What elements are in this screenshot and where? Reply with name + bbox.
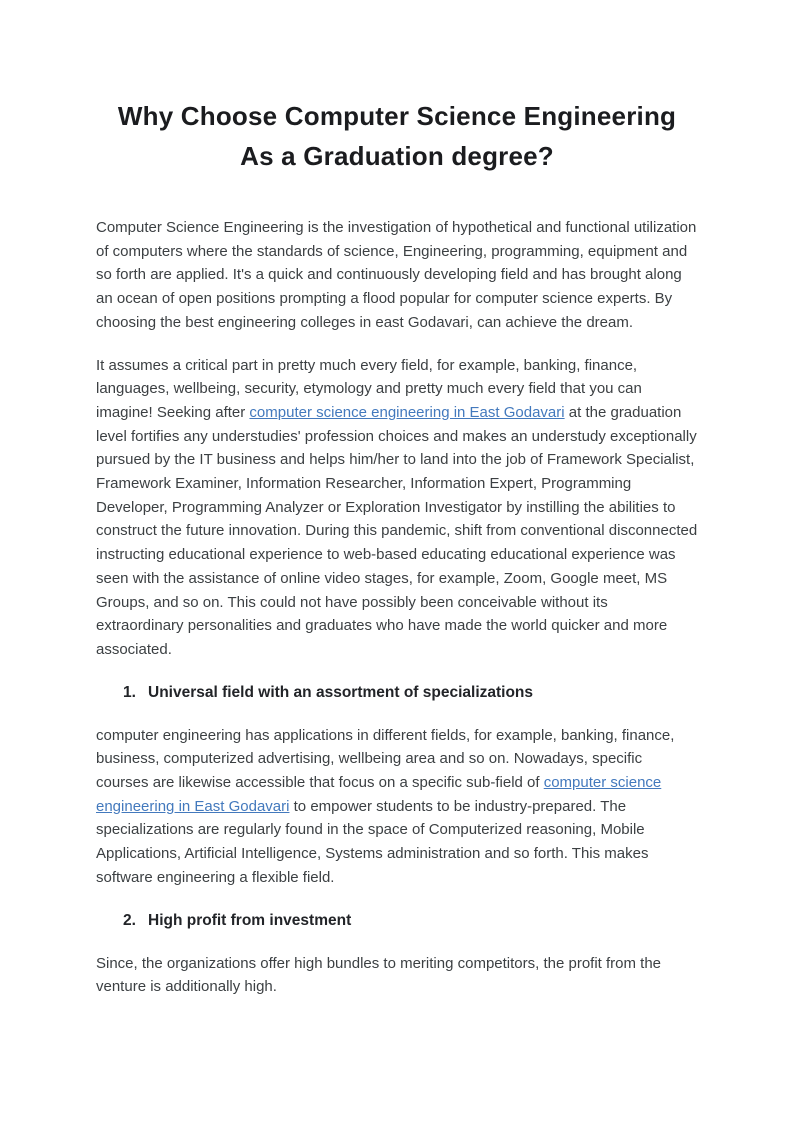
paragraph xyxy=(96,354,698,662)
text-run: at the graduation level fortifies any understudies' profession choices and makes an understudy exceptionally pursued by the IT business and helps him/her to land into the job of Framework Specialist, Framework Examiner, Information Researcher, Information Expert, Programming Developer, Programming Analyzer or Exploration Investigator by instilling the abilities to construct the future innovation. During this pandemic, shift from conventional disconnected instructing educational experience to web-based educating educational experience was seen with the assistance of online video stages, for example, Zoom, Google meet, MS Groups, and so on. This could not have possibly been conceivable without its extraordinary personalities and graduates who have made the world quicker and more associated. xyxy=(96,403,698,658)
heading-text: Universal field with an assortment of specializations xyxy=(148,683,534,701)
inline-link[interactable]: computer science engineering in East Godavari xyxy=(249,403,565,421)
document-title-line2: As a Graduation degree? xyxy=(240,141,554,171)
numbered-heading xyxy=(96,681,698,705)
text-run: Since, the organizations offer high bundles to meriting competitors, the profit from the venture is additionally high. xyxy=(96,954,662,996)
paragraph xyxy=(96,216,698,335)
numbered-heading xyxy=(96,909,698,933)
heading-number: 2. xyxy=(123,911,136,929)
text-run: to empower students to be industry-prepared. The specializations are regularly found in the space of Computerized reasoning, Mobile Applications, Artificial Intelligence, Systems administration and so forth. This makes software engineering a flexible field. xyxy=(96,797,649,886)
paragraph xyxy=(96,952,698,999)
heading-text: High profit from investment xyxy=(148,911,352,929)
text-run: computer engineering has applications in different fields, for example, banking, finance, business, computerized advertising, wellbeing area and so on. Nowadays, specific courses are likewise accessible that focus on a specific sub-field of xyxy=(96,726,675,792)
text-run: Computer Science Engineering is the investigation of hypothetical and functional utilization of computers where the standards of science, Engineering, programming, equipment and so forth are applied. It's a quick and continuously developing field and has brought along an ocean of open positions prompting a flood popular for computer science experts. By choosing the best engineering colleges in east Godavari, can achieve the dream. xyxy=(96,219,697,331)
heading-number: 1. xyxy=(123,683,136,701)
text-run: It assumes a critical part in pretty much every field, for example, banking, finance, languages, wellbeing, security, etymology and pretty much every field that you can imagine! Seeking after xyxy=(96,356,642,421)
inline-link[interactable]: computer science engineering in East Godavari xyxy=(96,774,662,815)
document-title-line1: Why Choose Computer Science Engineering xyxy=(117,101,677,131)
paragraph xyxy=(96,724,698,890)
document-title xyxy=(96,96,698,176)
document-body xyxy=(96,216,698,999)
